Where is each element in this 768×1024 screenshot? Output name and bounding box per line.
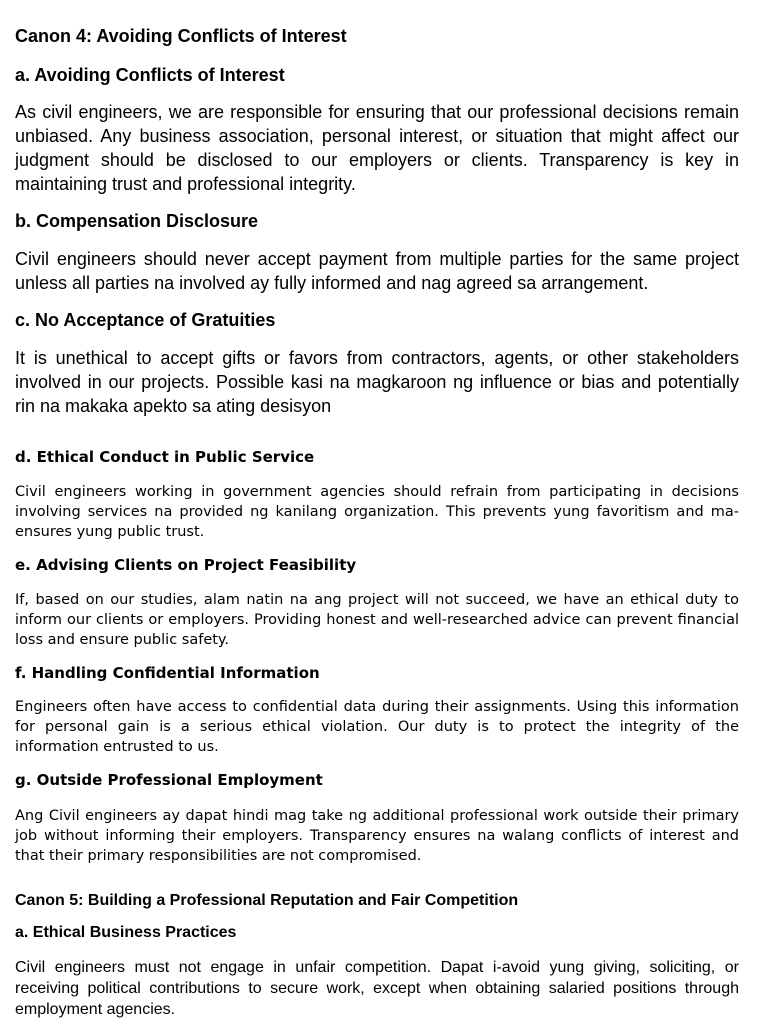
section-body-4a: As civil engineers, we are responsible for ensuring that our professional decisions remain unbiased. Any business association, personal interest, or situation that might affect our judgment should be disclosed to our employers or clients. Transparency is key in maintaining trust and professional integrity.	[15, 102, 739, 194]
section-heading-4g: g. Outside Professional Employment	[15, 771, 323, 789]
section-heading-4d: d. Ethical Conduct in Public Service	[15, 448, 315, 466]
section-body-4b: Civil engineers should never accept payment from multiple parties for the same project unless all parties na involved ay fully informed and nag agreed sa arrangement.	[15, 249, 739, 293]
section-body-4g: Ang Civil engineers ay dapat hindi mag take ng additional professional work outside their primary job without informing their employers. Transparency ensures na walang conflicts of interest and that their primary responsibilities are not compromised.	[15, 808, 739, 864]
section-body-4c: It is unethical to accept gifts or favors from contractors, agents, or other stakeholders involved in our projects. Possible kasi na magkaroon ng influence or bias and potentially rin na makaka apekto sa ating desisyon	[15, 348, 739, 416]
section-heading-4e: e. Advising Clients on Project Feasibility	[15, 556, 357, 574]
section-body-4d: Civil engineers working in government agencies should refrain from participating in decisions involving services na provided ng kanilang organization. This prevents yung favoritism and ma-ensures yung public trust.	[15, 484, 739, 540]
section-heading-4b: b. Compensation Disclosure	[15, 211, 259, 231]
section-body-5a: Civil engineers must not engage in unfair competition. Dapat i-avoid yung giving, soliciting, or receiving political contributions to secure work, except when obtaining salaried positions through employment agencies.	[15, 959, 739, 1018]
canon4-title: Canon 4: Avoiding Conflicts of Interest	[15, 26, 347, 46]
section-heading-4a: a. Avoiding Conflicts of Interest	[15, 65, 285, 85]
section-body-4e: If, based on our studies, alam natin na ang project will not succeed, we have an ethical duty to inform our clients or employers. Providing honest and well-researched advice can prevent financial loss and ensure public safety.	[15, 592, 739, 648]
section-heading-4c: c. No Acceptance of Gratuities	[15, 310, 276, 330]
section-heading-4f: f. Handling Confidential Information	[15, 664, 320, 682]
section-body-4f: Engineers often have access to confidential data during their assignments. Using this information for personal gain is a serious ethical violation. Our duty is to protect the integrity of the information entrusted to us.	[15, 699, 739, 755]
canon5-title: Canon 5: Building a Professional Reputation and Fair Competition	[15, 892, 519, 909]
section-heading-5a: a. Ethical Business Practices	[15, 924, 237, 941]
